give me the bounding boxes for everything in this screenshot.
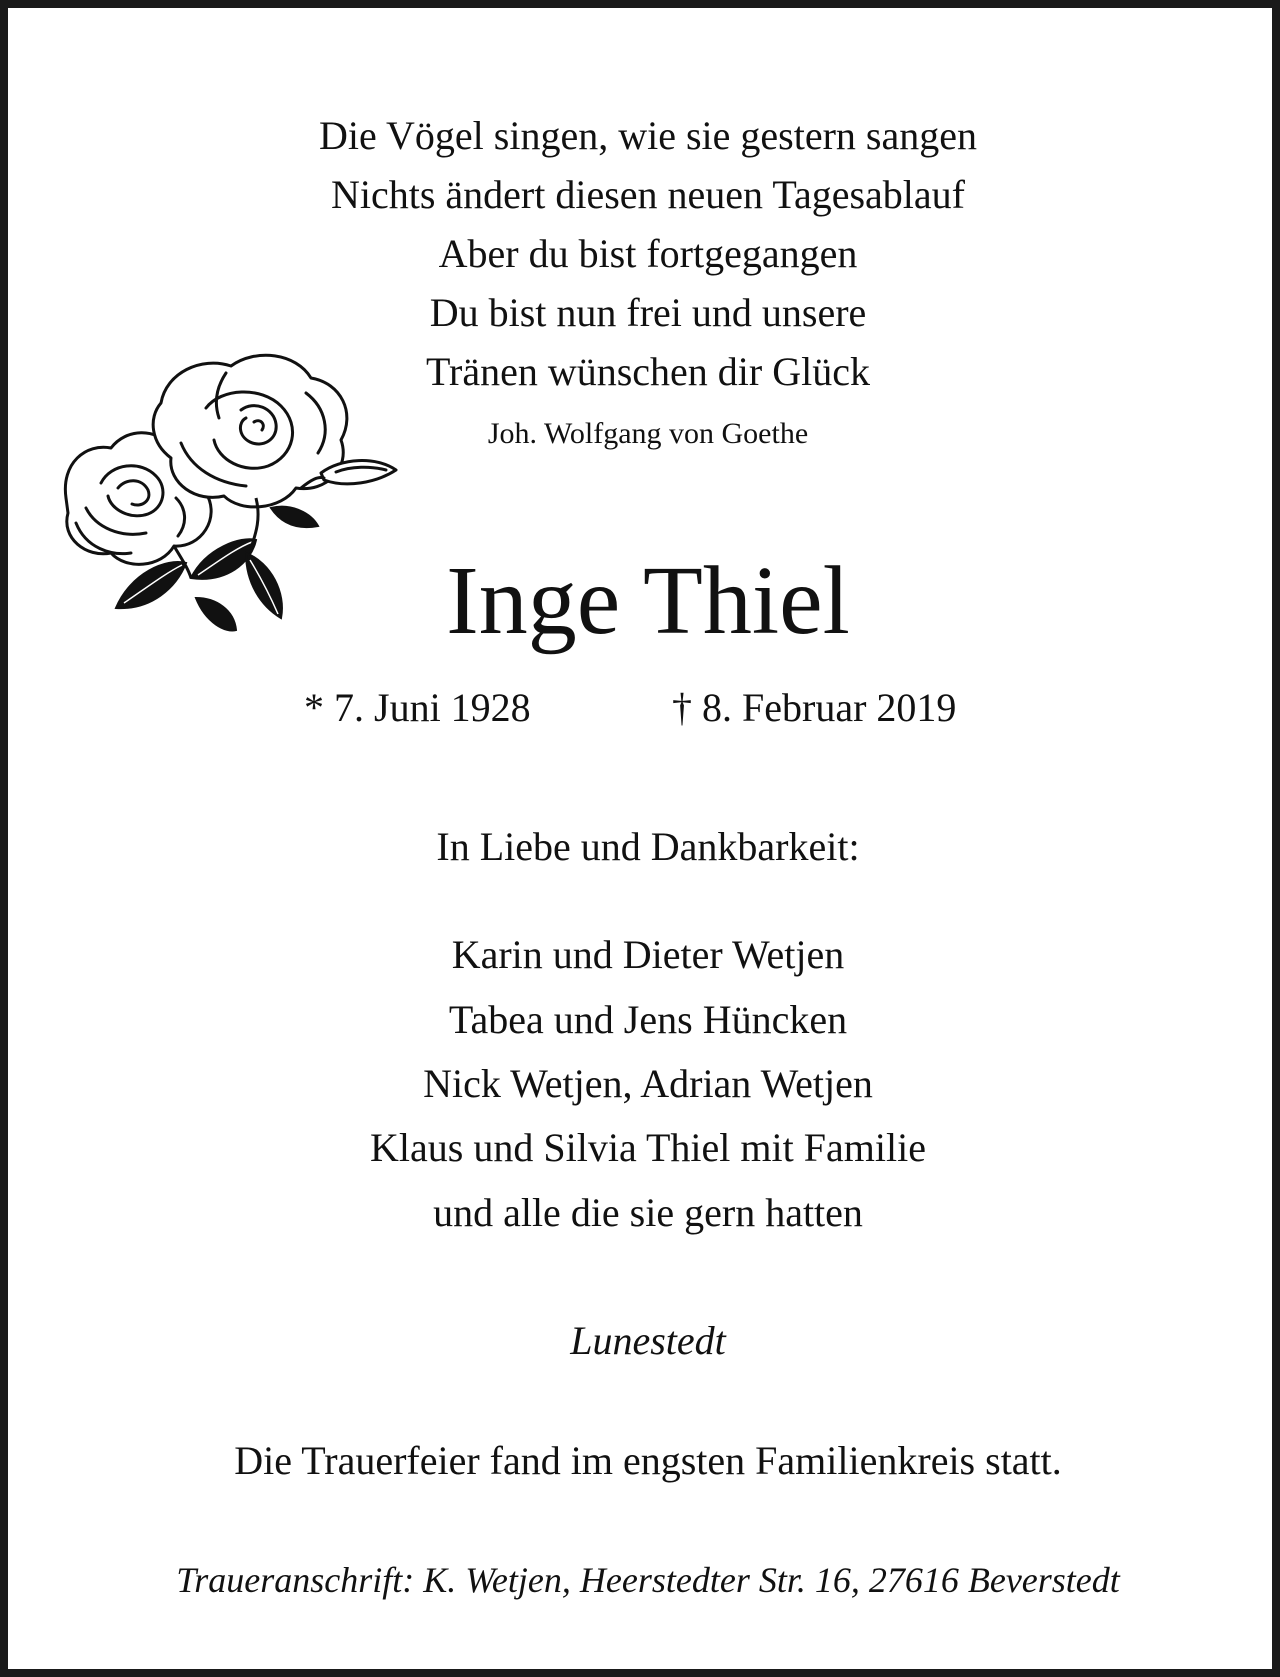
poem-line-5: Tränen wünschen dir Glück	[425, 349, 870, 394]
mourning-address: Traueranschrift: K. Wetjen, Heerstedter Str. 16, 27616 Beverstedt	[176, 1560, 1120, 1600]
poem-line-1: Die Vögel singen, wie sie gestern sangen	[319, 113, 977, 158]
mourner-line-2: Tabea und Jens Hüncken	[448, 997, 848, 1042]
mourner-line-1: Karin und Dieter Wetjen	[451, 932, 845, 977]
place: Lunestedt	[570, 1318, 726, 1363]
mourner-line-3: Nick Wetjen, Adrian Wetjen	[423, 1061, 873, 1106]
birth-date: * 7. Juni 1928	[304, 685, 531, 730]
ceremony-note: Die Trauerfeier fand im engsten Familienkreis statt.	[234, 1438, 1062, 1483]
poem-line-2: Nichts ändert diesen neuen Tagesablauf	[330, 172, 965, 217]
dedication: In Liebe und Dankbarkeit:	[436, 824, 860, 869]
mourner-line-5: und alle die sie gern hatten	[433, 1190, 863, 1235]
poem-line-3: Aber du bist fortgegangen	[438, 231, 858, 276]
poem-author: Joh. Wolfgang von Goethe	[487, 417, 809, 450]
deceased-name: Inge Thiel	[446, 547, 850, 655]
death-date: † 8. Februar 2019	[672, 685, 957, 730]
mourner-line-4: Klaus und Silvia Thiel mit Familie	[370, 1125, 926, 1170]
poem-line-4: Du bist nun frei und unsere	[429, 290, 867, 335]
